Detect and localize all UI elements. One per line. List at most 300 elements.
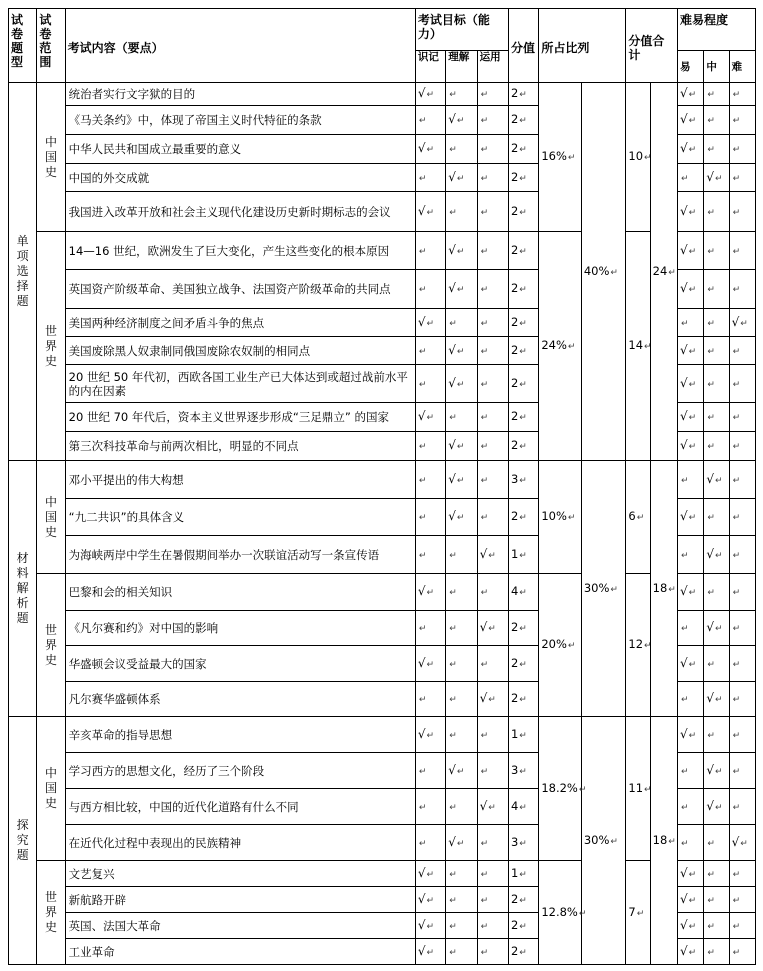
score-cell [508,536,538,574]
group-ratio-value: 12.8% [541,904,578,919]
content-point: 我国进入改革开放和社会主义现代化建设历史新时期标志的会议 [65,192,415,232]
para-mark: ↵ [707,659,715,670]
content-point: 14—16 世纪，欧洲发生了巨大变化，产生这些变化的根本原因 [65,232,415,270]
para-mark: ↵ [732,802,741,813]
group-ratio [539,861,587,965]
difficulty-easy [678,753,704,789]
goal-understand [446,309,477,337]
difficulty-easy [678,432,704,461]
difficulty-medium [704,646,729,682]
goal-apply [477,499,508,536]
goal-apply [477,135,508,164]
group-subtotal-value: 7 [628,904,636,919]
score-cell [508,499,538,536]
difficulty-easy [678,461,704,499]
para-mark: ↵ [688,947,697,958]
group-ratio-value: 20% [541,637,567,651]
para-mark: ↵ [644,153,652,163]
para-mark: ↵ [449,730,457,741]
score-value: 3 [510,762,519,777]
difficulty-medium [704,270,729,309]
difficulty-easy [678,499,704,536]
content-point: “九二共识”的具体含义 [65,499,415,536]
header-goals: 考试目标（能力） [415,9,508,51]
para-mark: ↵ [519,766,527,777]
difficulty-hard [729,337,755,365]
para-mark: ↵ [480,869,489,880]
content-point: 美国两种经济制度之间矛盾斗争的焦点 [65,309,415,337]
para-mark: ↵ [519,730,527,741]
mark-text: √ [680,584,688,598]
goal-apply [477,861,508,887]
difficulty-medium [704,499,729,536]
para-mark: ↵ [707,947,715,958]
para-mark: ↵ [644,641,652,651]
goal-apply [477,337,508,365]
para-mark: ↵ [707,838,715,849]
score-value: 2 [510,86,519,100]
para-mark: ↵ [740,318,748,329]
para-mark: ↵ [519,379,527,390]
difficulty-medium [704,461,729,499]
score-cell [508,461,538,499]
section-total [650,83,677,461]
group-ratio [539,83,582,232]
difficulty-hard [729,825,755,861]
para-mark: ↵ [418,442,427,452]
para-mark: ↵ [732,624,741,634]
difficulty-easy [678,309,704,337]
score-value: 2 [510,314,519,329]
score-value: 2 [510,375,519,390]
para-mark: ↵ [732,869,741,880]
score-cell [508,717,538,753]
para-mark: ↵ [714,802,723,813]
para-mark: ↵ [519,442,527,452]
content-point: 中华人民共和国成立最重要的意义 [65,135,415,164]
difficulty-hard [729,913,755,939]
section-ratio [581,83,626,461]
difficulty-medium [704,365,729,403]
mark-text: √ [448,834,456,849]
para-mark: ↵ [732,379,741,390]
score-cell [508,365,538,403]
score-value: 4 [510,798,519,813]
para-mark: ↵ [449,921,457,932]
goal-apply [477,646,508,682]
para-mark: ↵ [418,550,427,561]
para-mark: ↵ [418,695,427,705]
difficulty-hard [729,432,755,461]
section-total [650,461,677,717]
goal-apply [477,825,508,861]
para-mark: ↵ [688,145,697,155]
para-mark: ↵ [688,659,697,670]
para-mark: ↵ [688,442,697,452]
header-subtotal: 分值合计 [626,9,678,83]
section-ratio-value: 40% [583,263,610,278]
para-mark: ↵ [732,550,741,561]
score-cell [508,753,538,789]
section-range: 世界史 [37,861,65,965]
difficulty-medium [704,939,729,965]
section-total [650,717,677,965]
mark-text: √ [680,141,688,155]
mark-text: √ [448,762,456,777]
para-mark: ↵ [519,90,527,100]
score-value: 2 [510,409,519,423]
goal-understand [446,717,477,753]
difficulty-medium [704,403,729,432]
difficulty-easy [678,536,704,574]
header-content: 考试内容（要点） [65,9,415,83]
group-subtotal [626,861,650,965]
group-subtotal [626,717,650,861]
difficulty-hard [729,611,755,646]
score-value: 2 [510,112,519,126]
para-mark: ↵ [681,624,689,634]
mark-text: √ [706,691,714,705]
para-mark: ↵ [480,730,489,741]
table-body [9,9,756,965]
score-cell [508,574,538,611]
content-point: 凡尔赛华盛顿体系 [65,682,415,717]
para-mark: ↵ [449,895,457,906]
section-range: 世界史 [37,574,65,717]
para-mark: ↵ [519,550,527,561]
goal-memorize [415,83,445,106]
para-mark: ↵ [732,766,741,777]
difficulty-hard [729,83,755,106]
content-point: 20 世纪 50 年代初，西欧各国工业生产已大体达到或超过战前水平的内在因素 [65,365,415,403]
para-mark: ↵ [732,442,741,452]
para-mark: ↵ [732,116,741,126]
score-cell [508,646,538,682]
para-mark: ↵ [578,908,587,919]
exam-spec-sheet [8,8,756,964]
group-subtotal [626,232,650,461]
section-range: 中国史 [37,717,65,861]
goal-understand [446,432,477,461]
mark-text: √ [417,726,426,741]
goal-apply [477,939,508,965]
difficulty-easy [678,106,704,135]
para-mark: ↵ [732,475,741,486]
difficulty-medium [704,192,729,232]
para-mark: ↵ [707,379,715,390]
para-mark: ↵ [519,624,527,634]
mark-text: √ [680,438,688,452]
mark-text: √ [448,242,456,257]
goal-understand [446,337,477,365]
goal-memorize [415,611,445,646]
para-mark: ↵ [519,207,527,218]
group-ratio [539,232,582,461]
difficulty-medium [704,106,729,135]
para-mark: ↵ [456,442,465,452]
content-point: 在近代化过程中表现出的民族精神 [65,825,415,861]
section-type: 探究题 [9,717,37,965]
para-mark: ↵ [480,285,489,295]
para-mark: ↵ [578,784,587,795]
score-value: 2 [510,342,519,357]
para-mark: ↵ [480,588,489,598]
para-mark: ↵ [636,513,645,523]
para-mark: ↵ [707,869,715,880]
difficulty-hard [729,461,755,499]
section-total-value: 18 [652,832,668,847]
mark-text: √ [417,141,426,155]
para-mark: ↵ [688,90,697,100]
para-mark: ↵ [668,836,676,847]
goal-memorize [415,789,445,825]
para-mark: ↵ [732,346,741,357]
para-mark: ↵ [480,921,489,932]
para-mark: ↵ [519,475,527,486]
goal-memorize [415,232,445,270]
content-point: 新航路开辟 [65,887,415,913]
mark-text: √ [680,242,688,257]
difficulty-hard [729,135,755,164]
mark-text: √ [706,169,714,184]
para-mark: ↵ [714,695,723,705]
para-mark: ↵ [707,895,715,906]
difficulty-medium [704,164,729,192]
para-mark: ↵ [714,173,723,184]
para-mark: ↵ [418,116,427,126]
mark-text: √ [417,891,426,906]
para-mark: ↵ [688,513,697,523]
difficulty-medium [704,536,729,574]
difficulty-hard [729,939,755,965]
mark-text: √ [448,342,456,357]
para-mark: ↵ [707,246,715,257]
goal-understand [446,682,477,717]
para-mark: ↵ [681,550,689,561]
mark-text: √ [448,375,456,390]
goal-understand [446,461,477,499]
score-cell [508,270,538,309]
para-mark: ↵ [681,695,689,705]
para-mark: ↵ [519,588,527,598]
score-cell [508,135,538,164]
group-ratio [539,461,582,574]
goal-understand [446,887,477,913]
goal-apply [477,887,508,913]
para-mark: ↵ [519,173,527,184]
section-type: 材料解析题 [9,461,37,717]
group-ratio-value: 10% [541,509,567,523]
difficulty-easy [678,861,704,887]
goal-apply [477,461,508,499]
para-mark: ↵ [519,145,527,155]
para-mark: ↵ [707,588,715,598]
para-mark: ↵ [456,838,465,849]
table-row [9,461,756,499]
header-range: 试卷范围 [37,9,65,83]
mark-text: √ [680,342,688,357]
difficulty-medium [704,861,729,887]
mark-text: √ [680,281,688,295]
score-value: 1 [510,726,519,741]
para-mark: ↵ [456,513,465,523]
para-mark: ↵ [688,895,697,906]
difficulty-medium [704,337,729,365]
score-cell [508,232,538,270]
para-mark: ↵ [418,346,427,357]
difficulty-medium [704,887,729,913]
para-mark: ↵ [688,921,697,932]
goal-memorize [415,717,445,753]
score-value: 2 [510,281,519,295]
group-subtotal-value: 14 [628,338,644,352]
para-mark: ↵ [707,921,715,932]
para-mark: ↵ [707,318,715,329]
content-point: 美国废除黑人奴隶制同俄国废除农奴制的相同点 [65,337,415,365]
goal-apply [477,432,508,461]
para-mark: ↵ [426,895,435,906]
mark-text: √ [680,943,688,958]
para-mark: ↵ [688,869,697,880]
goal-apply [477,106,508,135]
score-value: 2 [510,141,519,155]
para-mark: ↵ [681,802,689,813]
header-hard: 难 [729,51,755,83]
score-value: 2 [510,509,519,523]
para-mark: ↵ [732,246,741,257]
difficulty-hard [729,682,755,717]
para-mark: ↵ [707,442,715,452]
goal-apply [477,611,508,646]
para-mark: ↵ [668,267,676,278]
goal-apply [477,403,508,432]
para-mark: ↵ [449,318,457,329]
score-cell [508,825,538,861]
para-mark: ↵ [644,342,652,352]
difficulty-hard [729,887,755,913]
para-mark: ↵ [449,695,457,705]
difficulty-medium [704,574,729,611]
para-mark: ↵ [418,475,427,486]
mark-text: √ [680,865,688,880]
para-mark: ↵ [449,588,457,598]
difficulty-medium [704,825,729,861]
difficulty-easy [678,611,704,646]
header-type: 试卷题型 [9,9,37,83]
mark-text: √ [417,86,426,100]
para-mark: ↵ [681,838,689,849]
mark-text: √ [680,726,688,741]
para-mark: ↵ [519,895,527,906]
para-mark: ↵ [732,145,741,155]
para-mark: ↵ [456,173,465,184]
difficulty-medium [704,789,729,825]
para-mark: ↵ [418,802,427,813]
score-cell [508,432,538,461]
content-point: 为海峡两岸中学生在暑假期间举办一次联谊活动写一条宣传语 [65,536,415,574]
para-mark: ↵ [688,379,697,390]
goal-understand [446,192,477,232]
difficulty-hard [729,164,755,192]
para-mark: ↵ [426,730,435,741]
goal-apply [477,365,508,403]
score-cell [508,861,538,887]
mark-text: √ [417,865,426,880]
goal-apply [477,574,508,611]
goal-understand [446,611,477,646]
para-mark: ↵ [480,207,489,218]
para-mark: ↵ [519,802,527,813]
para-mark: ↵ [707,207,715,218]
content-point: 《马关条约》中，体现了帝国主义时代特征的条款 [65,106,415,135]
para-mark: ↵ [732,730,741,741]
mark-text: √ [680,655,688,670]
para-mark: ↵ [426,947,435,958]
para-mark: ↵ [519,346,527,357]
mark-text: √ [706,546,714,561]
difficulty-medium [704,913,729,939]
para-mark: ↵ [707,346,715,357]
para-mark: ↵ [519,116,527,126]
para-mark: ↵ [567,513,576,523]
para-mark: ↵ [732,90,741,100]
section-ratio [581,461,626,717]
goal-understand [446,789,477,825]
goal-apply [477,536,508,574]
para-mark: ↵ [418,766,427,777]
header-apply: 运用 [477,51,508,83]
content-point: 学习西方的思想文化，经历了三个阶段 [65,753,415,789]
para-mark: ↵ [488,550,496,561]
difficulty-medium [704,611,729,646]
goal-understand [446,164,477,192]
mark-text: √ [417,943,426,958]
difficulty-hard [729,106,755,135]
difficulty-easy [678,789,704,825]
para-mark: ↵ [449,802,457,813]
para-mark: ↵ [519,285,527,295]
para-mark: ↵ [418,513,427,523]
difficulty-easy [678,682,704,717]
difficulty-medium [704,432,729,461]
para-mark: ↵ [480,379,489,390]
goal-memorize [415,682,445,717]
group-subtotal-value: 6 [628,509,636,523]
para-mark: ↵ [681,318,689,329]
mark-text: √ [706,471,714,486]
para-mark: ↵ [488,695,496,705]
goal-apply [477,913,508,939]
header-medium: 中 [704,51,729,83]
para-mark: ↵ [688,346,697,357]
goal-memorize [415,164,445,192]
para-mark: ↵ [480,659,489,670]
mark-text: √ [448,471,456,486]
para-mark: ↵ [418,838,427,849]
para-mark: ↵ [480,116,489,126]
difficulty-hard [729,753,755,789]
para-mark: ↵ [732,947,741,958]
content-point: 文艺复兴 [65,861,415,887]
para-mark: ↵ [480,173,489,184]
difficulty-medium [704,83,729,106]
para-mark: ↵ [426,318,435,329]
mark-text: √ [680,203,688,218]
section-range: 中国史 [37,83,65,232]
mark-text: √ [680,375,688,390]
group-ratio-value: 18.2% [541,780,578,795]
goal-understand [446,365,477,403]
